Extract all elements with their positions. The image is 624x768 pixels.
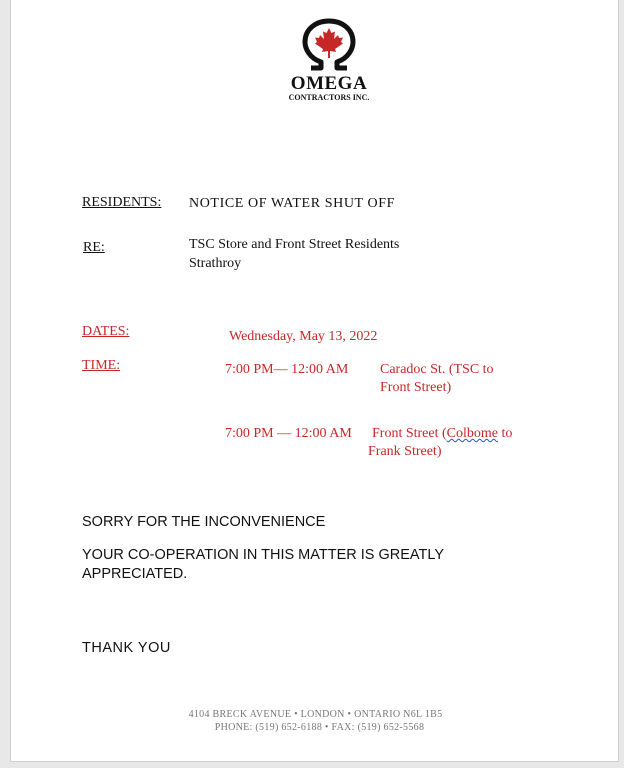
re-label: RE: xyxy=(83,240,105,255)
re-line-2: Strathroy xyxy=(189,256,242,271)
sorry-message: SORRY FOR THE INCONVENIENCE xyxy=(82,514,326,530)
shutoff-date: Wednesday, May 13, 2022 xyxy=(229,329,378,344)
thank-you: THANK YOU xyxy=(82,640,171,656)
footer-phone: PHONE: (519) 652-6188 • FAX: (519) 652-5568 xyxy=(214,722,425,733)
spellcheck-word: Colbome xyxy=(446,426,498,441)
time-location-1-line-2: Front Street) xyxy=(380,380,452,395)
cooperation-line-1: YOUR CO-OPERATION IN THIS MATTER IS GREATLY xyxy=(82,547,444,563)
location-suffix: to xyxy=(498,426,513,441)
dates-label: DATES: xyxy=(82,324,130,339)
time-range-1: 7:00 PM— 12:00 AM xyxy=(225,362,349,377)
re-line-1: TSC Store and Front Street Residents xyxy=(189,237,400,252)
company-name: OMEGA xyxy=(290,73,368,94)
notice-title: NOTICE OF WATER SHUT OFF xyxy=(189,196,396,211)
company-logo xyxy=(279,18,379,103)
time-label: TIME: xyxy=(82,358,121,373)
time-location-2-line-2: Frank Street) xyxy=(368,444,442,459)
document-page xyxy=(10,0,619,762)
time-range-2: 7:00 PM — 12:00 AM xyxy=(225,426,352,441)
company-subtitle: CONTRACTORS INC. xyxy=(288,93,370,102)
maple-leaf-omega-icon xyxy=(297,18,361,72)
location-prefix: Front Street ( xyxy=(372,426,447,441)
time-location-1-line-1: Caradoc St. (TSC to xyxy=(380,362,494,377)
residents-label: RESIDENTS: xyxy=(82,195,162,210)
cooperation-line-2: APPRECIATED. xyxy=(82,566,188,582)
footer-address: 4104 BRECK AVENUE • LONDON • ONTARIO N6L 1B5 xyxy=(188,709,443,720)
time-location-2-line-1 xyxy=(372,424,512,443)
